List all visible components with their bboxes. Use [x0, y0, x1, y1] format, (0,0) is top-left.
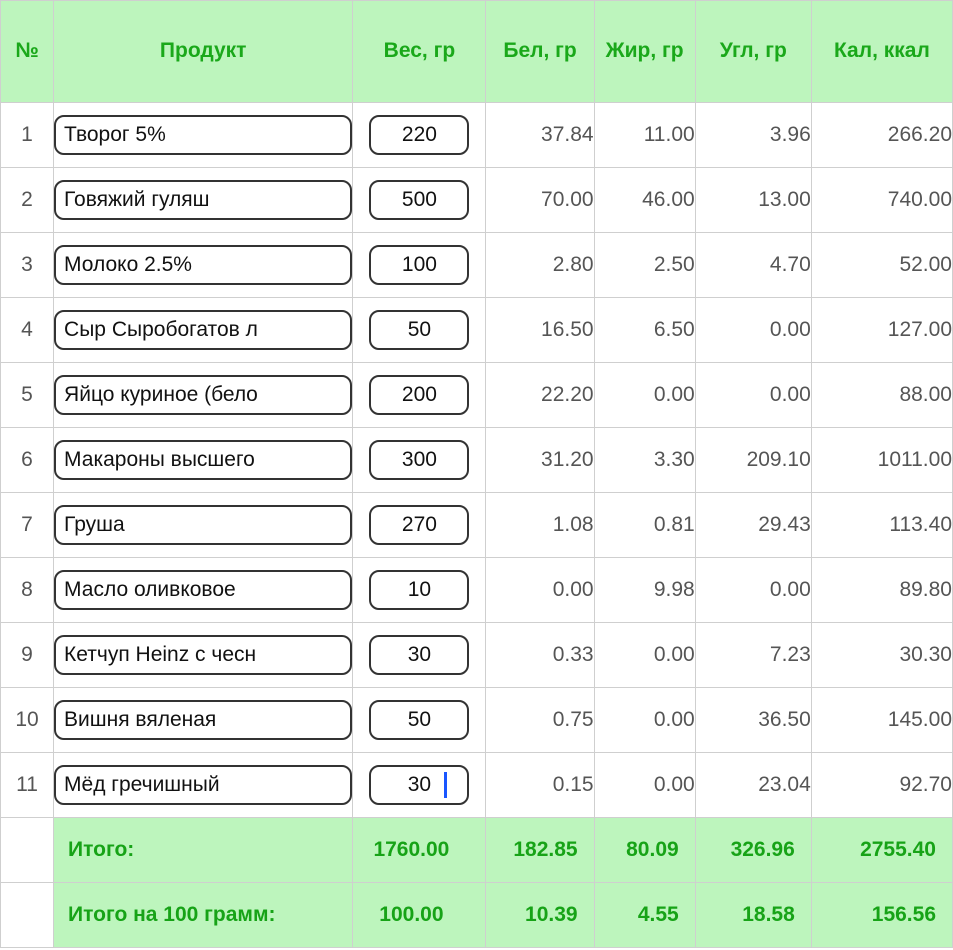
row-number: 4 [1, 298, 54, 363]
carbs-value: 4.70 [695, 233, 811, 298]
carbs-value: 0.00 [695, 363, 811, 428]
carbs-value: 0.00 [695, 298, 811, 363]
table-row [1, 688, 953, 753]
weight-input[interactable] [369, 505, 469, 545]
weight-input[interactable] [369, 440, 469, 480]
totals-per-100-row [1, 883, 953, 948]
row-number: 6 [1, 428, 54, 493]
fat-value: 2.50 [594, 233, 695, 298]
fat-value: 0.00 [594, 753, 695, 818]
row-number: 3 [1, 233, 54, 298]
weight-input[interactable] [369, 700, 469, 740]
row-number: 2 [1, 168, 54, 233]
table-row [1, 168, 953, 233]
weight-input[interactable] [369, 375, 469, 415]
header-row [1, 1, 953, 103]
row-number: 8 [1, 558, 54, 623]
protein-value: 70.00 [486, 168, 594, 233]
weight-cell [353, 233, 486, 298]
product-cell [54, 233, 353, 298]
weight-input[interactable] [369, 570, 469, 610]
fat-value: 46.00 [594, 168, 695, 233]
weight-cell [353, 753, 486, 818]
fat-value: 0.00 [594, 363, 695, 428]
product-cell [54, 558, 353, 623]
header-weight: Вес, гр [353, 1, 486, 103]
weight-input[interactable] [369, 115, 469, 155]
weight-cell [353, 558, 486, 623]
weight-cell [353, 493, 486, 558]
totals-per-100-label: Итого на 100 грамм: [54, 883, 353, 948]
totals-weight: 1760.00 [353, 818, 486, 883]
table-row [1, 233, 953, 298]
table-row [1, 363, 953, 428]
header-number: № [1, 1, 54, 103]
weight-cell [353, 688, 486, 753]
carbs-value: 7.23 [695, 623, 811, 688]
carbs-value: 29.43 [695, 493, 811, 558]
weight-cell [353, 168, 486, 233]
table-row [1, 558, 953, 623]
product-cell [54, 428, 353, 493]
totals-per-100-fat: 4.55 [594, 883, 695, 948]
weight-input[interactable] [369, 765, 469, 805]
row-number: 10 [1, 688, 54, 753]
totals-protein: 182.85 [486, 818, 594, 883]
kcal-value: 740.00 [811, 168, 952, 233]
text-cursor [444, 772, 447, 798]
header-protein: Бел, гр [486, 1, 594, 103]
protein-value: 22.20 [486, 363, 594, 428]
product-input[interactable] [54, 310, 352, 350]
kcal-value: 266.20 [811, 103, 952, 168]
kcal-value: 30.30 [811, 623, 952, 688]
protein-value: 0.33 [486, 623, 594, 688]
totals-per-100-carbs: 18.58 [695, 883, 811, 948]
row-number: 11 [1, 753, 54, 818]
product-input[interactable] [54, 765, 352, 805]
kcal-value: 89.80 [811, 558, 952, 623]
product-input[interactable] [54, 180, 352, 220]
weight-cell [353, 428, 486, 493]
product-input[interactable] [54, 570, 352, 610]
fat-value: 3.30 [594, 428, 695, 493]
weight-input-wrapper [369, 765, 469, 805]
totals-row [1, 818, 953, 883]
fat-value: 11.00 [594, 103, 695, 168]
fat-value: 0.00 [594, 688, 695, 753]
fat-value: 0.00 [594, 623, 695, 688]
product-cell [54, 623, 353, 688]
totals-per-100-weight: 100.00 [353, 883, 486, 948]
protein-value: 0.15 [486, 753, 594, 818]
totals-empty-cell [1, 818, 54, 883]
weight-cell [353, 103, 486, 168]
kcal-value: 127.00 [811, 298, 952, 363]
product-cell [54, 493, 353, 558]
totals-fat: 80.09 [594, 818, 695, 883]
protein-value: 1.08 [486, 493, 594, 558]
protein-value: 31.20 [486, 428, 594, 493]
protein-value: 16.50 [486, 298, 594, 363]
product-input[interactable] [54, 375, 352, 415]
row-number: 5 [1, 363, 54, 428]
kcal-value: 88.00 [811, 363, 952, 428]
product-input[interactable] [54, 440, 352, 480]
totals-per-100-kcal: 156.56 [811, 883, 952, 948]
product-cell [54, 168, 353, 233]
row-number: 7 [1, 493, 54, 558]
weight-cell [353, 363, 486, 428]
carbs-value: 209.10 [695, 428, 811, 493]
header-product: Продукт [54, 1, 353, 103]
header-carbs: Угл, гр [695, 1, 811, 103]
protein-value: 0.00 [486, 558, 594, 623]
totals-kcal: 2755.40 [811, 818, 952, 883]
row-number: 9 [1, 623, 54, 688]
table-header [1, 1, 953, 103]
fat-value: 6.50 [594, 298, 695, 363]
kcal-value: 1011.00 [811, 428, 952, 493]
carbs-value: 13.00 [695, 168, 811, 233]
protein-value: 37.84 [486, 103, 594, 168]
totals-per-100-protein: 10.39 [486, 883, 594, 948]
table-row [1, 103, 953, 168]
carbs-value: 0.00 [695, 558, 811, 623]
kcal-value: 113.40 [811, 493, 952, 558]
kcal-value: 52.00 [811, 233, 952, 298]
weight-input[interactable] [369, 180, 469, 220]
product-input[interactable] [54, 245, 352, 285]
table-row [1, 623, 953, 688]
product-input[interactable] [54, 505, 352, 545]
product-cell [54, 298, 353, 363]
product-cell [54, 103, 353, 168]
weight-cell [353, 298, 486, 363]
kcal-value: 145.00 [811, 688, 952, 753]
protein-value: 2.80 [486, 233, 594, 298]
weight-input[interactable] [369, 635, 469, 675]
product-cell [54, 753, 353, 818]
product-cell [54, 688, 353, 753]
carbs-value: 3.96 [695, 103, 811, 168]
row-number: 1 [1, 103, 54, 168]
totals-label: Итого: [54, 818, 353, 883]
carbs-value: 36.50 [695, 688, 811, 753]
totals-carbs: 326.96 [695, 818, 811, 883]
product-input[interactable] [54, 635, 352, 675]
carbs-value: 23.04 [695, 753, 811, 818]
table-row [1, 428, 953, 493]
header-kcal: Кал, ккал [811, 1, 952, 103]
fat-value: 0.81 [594, 493, 695, 558]
weight-input[interactable] [369, 245, 469, 285]
table-row [1, 493, 953, 558]
product-input[interactable] [54, 700, 352, 740]
product-cell [54, 363, 353, 428]
product-input[interactable] [54, 115, 352, 155]
table-row [1, 753, 953, 818]
header-fat: Жир, гр [594, 1, 695, 103]
table-row [1, 298, 953, 363]
totals-per-100-empty-cell [1, 883, 54, 948]
weight-input[interactable] [369, 310, 469, 350]
table-body [1, 103, 953, 948]
kcal-value: 92.70 [811, 753, 952, 818]
weight-cell [353, 623, 486, 688]
protein-value: 0.75 [486, 688, 594, 753]
fat-value: 9.98 [594, 558, 695, 623]
